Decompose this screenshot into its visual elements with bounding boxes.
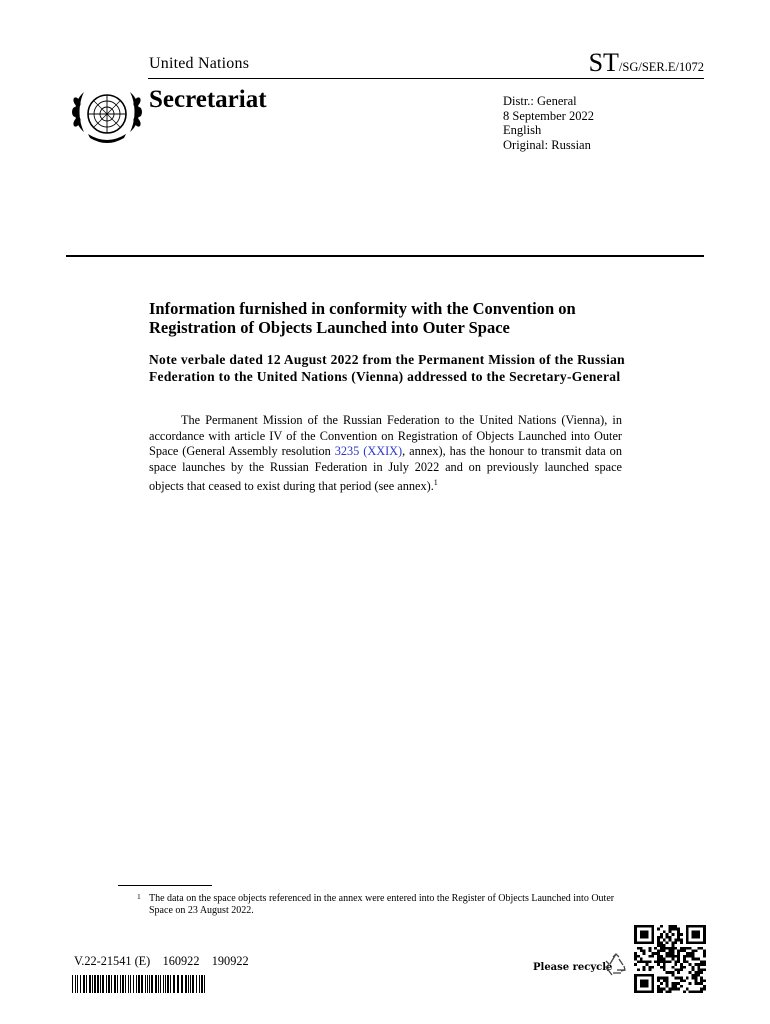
- footnote-ref[interactable]: 1: [433, 478, 438, 487]
- document-title: Information furnished in conformity with the Convention on Registration of Objects Launched into Outer Space: [149, 299, 576, 337]
- body-paragraph: [149, 413, 622, 495]
- organ-name: Secretariat: [149, 86, 267, 113]
- note-verbale-title: Note verbale dated 12 August 2022 from the Permanent Mission of the Russian Federation to the United Nations (Vienna) addressed to the Secretary-General: [149, 352, 625, 384]
- original-line: Original: Russian: [503, 137, 591, 152]
- footnote: [137, 893, 617, 917]
- date-line: 8 September 2022: [503, 108, 594, 123]
- resolution-link[interactable]: 3235 (XXIX): [334, 444, 403, 458]
- document-symbol-rest: /SG/SER.E/1072: [618, 60, 704, 74]
- language-line: English: [503, 123, 542, 137]
- footnote-rule: [118, 885, 212, 886]
- distribution-block: [503, 94, 594, 152]
- recycle-icon: [603, 952, 629, 978]
- footnote-text: The data on the space objects referenced in the annex were entered into the Register of Objects Launched into Outer Space on 23 August 2022.: [149, 893, 615, 916]
- please-recycle-label: Please recycle: [533, 962, 613, 973]
- job-number: V.22-21541 (E) 160922 190922: [74, 954, 249, 968]
- distr-line: Distr.: General: [503, 94, 577, 108]
- header-divider: [66, 255, 704, 257]
- un-emblem-icon: [68, 84, 146, 148]
- body-text-start: The Permanent Mission of the Russian Federation to the United Nations (Vienna), in accordance with article IV of the Convention on Registration of Objects Launched into Outer Space (General Assembly resolution: [149, 413, 622, 458]
- document-symbol: [589, 48, 704, 78]
- barcode-icon: [72, 975, 206, 993]
- document-symbol-main: ST: [588, 48, 619, 77]
- header-rule: [148, 78, 704, 79]
- header-org: United Nations: [149, 55, 250, 72]
- qr-code-icon: [634, 925, 706, 993]
- footnote-number: 1: [137, 892, 141, 901]
- body-text-end: , annex), has the honour to transmit data on space launches by the Russian Federation in July 2022 and on previously launched space objects that ceased to exist during that period (see annex).: [149, 444, 622, 494]
